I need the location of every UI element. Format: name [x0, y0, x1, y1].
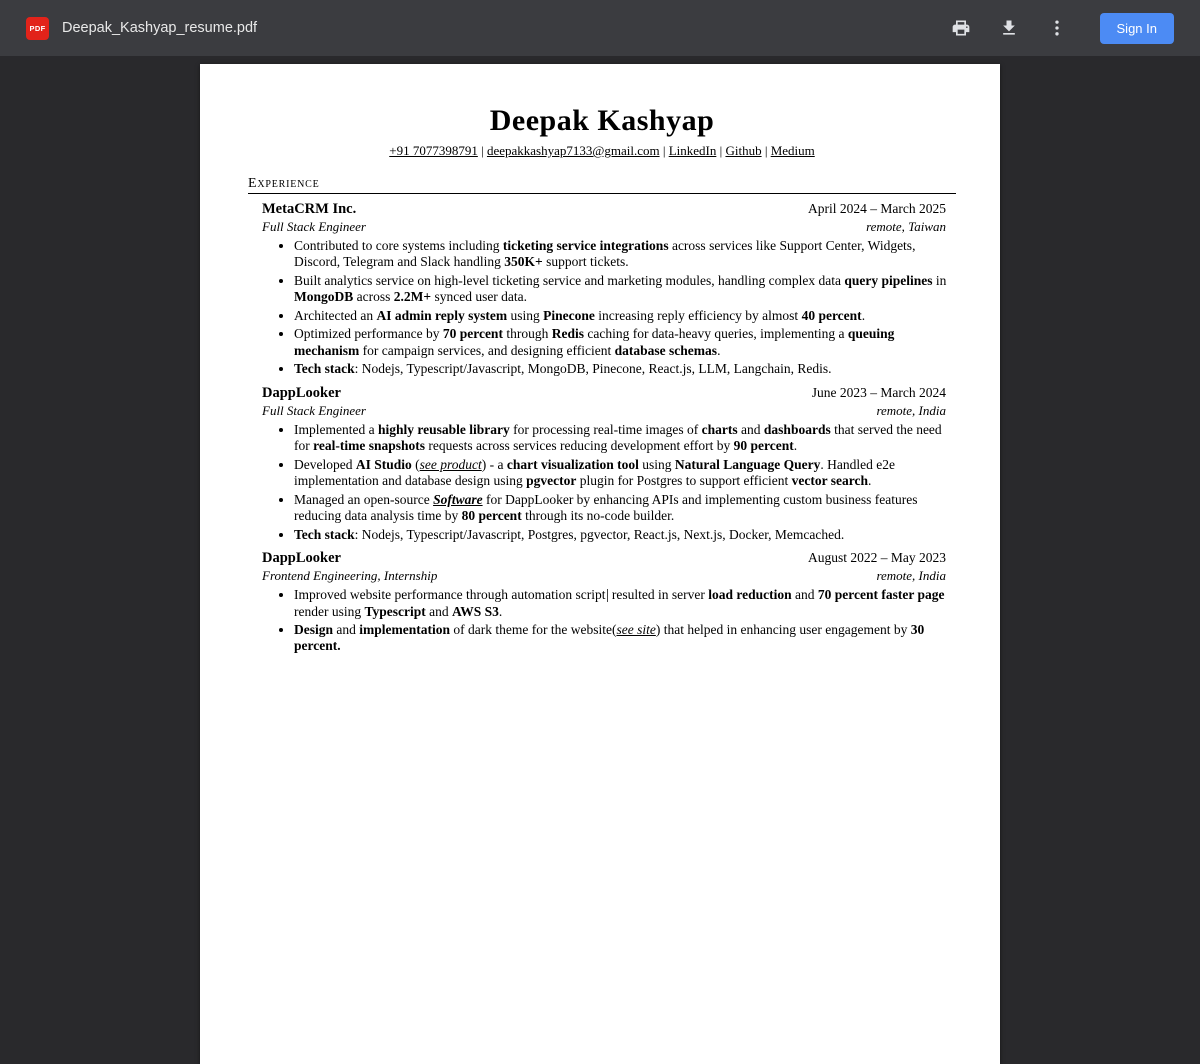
text-segment: ) - a: [481, 456, 507, 472]
contact-link[interactable]: +91 7077398791: [389, 143, 478, 158]
text-segment: and: [737, 421, 764, 437]
text-segment: in: [932, 272, 947, 288]
text-segment: across: [353, 289, 394, 305]
text-segment: of dark theme for the website(: [450, 621, 617, 637]
text-segment: implementation: [359, 621, 451, 637]
text-segment: faster page: [881, 587, 945, 603]
text-segment: through its no-code builder.: [521, 508, 675, 524]
text-segment: : Nodejs, Typescript/Javascript, Postgres, pgvector, React.js, Next.js, Docker, Memcached.: [354, 526, 845, 542]
bullet-item: [294, 273, 954, 306]
job-dates: April 2024 – March 2025: [808, 201, 946, 216]
contact-link[interactable]: LinkedIn: [668, 143, 717, 158]
text-segment: Contributed to core systems including: [294, 238, 503, 253]
contact-separator: |: [477, 143, 487, 158]
text-segment: charts: [701, 421, 738, 437]
section-title-experience: Experience: [248, 176, 956, 194]
job-entry: [248, 201, 956, 378]
text-segment: .: [498, 603, 503, 619]
job-dates: August 2022 – May 2023: [808, 550, 946, 566]
contact-separator: |: [659, 143, 669, 158]
text-segment: Tech stack: [294, 526, 355, 542]
text-segment: .: [868, 473, 872, 489]
text-segment: for DappLooker by enhancing APIs and implementing custom business features reducing data analysis time by: [294, 491, 918, 524]
text-segment: Natural Language Query: [674, 456, 821, 472]
bullet-item: [294, 422, 954, 455]
text-segment: ) that helped in enhancing user engagement by: [655, 621, 911, 637]
pdf-file-icon: [26, 17, 49, 40]
text-segment: Managed an open-source: [294, 491, 434, 507]
text-segment: render using: [294, 603, 365, 619]
job-bullets: [248, 422, 956, 543]
text-segment: Design: [294, 621, 334, 637]
text-segment: 350K+: [504, 254, 543, 270]
text-segment: support tickets.: [542, 254, 629, 270]
toolbar-actions: [942, 9, 1174, 47]
text-segment: through: [502, 326, 552, 342]
pdf-toolbar: [0, 0, 1200, 56]
text-segment: vector search: [791, 473, 869, 489]
text-segment: (: [411, 456, 420, 472]
text-segment: Pinecone: [543, 307, 595, 323]
contact-line: [248, 143, 956, 159]
job-subheader: [248, 219, 956, 235]
text-segment: dashboards: [763, 421, 831, 437]
job-location: remote, Taiwan: [866, 219, 946, 234]
download-icon: [999, 18, 1019, 38]
job-header: [248, 550, 956, 567]
text-segment: see product: [419, 456, 482, 472]
job-subheader: [248, 403, 956, 419]
bullet-item: [294, 238, 954, 271]
bullet-item: [294, 361, 954, 377]
text-segment: Architected an: [294, 307, 377, 323]
job-bullets: [248, 587, 956, 655]
text-segment: 70 percent: [442, 326, 503, 342]
text-segment: using: [638, 456, 675, 472]
job-company: MetaCRM Inc.: [262, 201, 357, 217]
text-segment: 90 percent: [733, 438, 794, 454]
text-segment: Implemented a: [294, 421, 378, 437]
text-segment: and: [333, 621, 360, 637]
job-location: remote, India: [876, 402, 946, 418]
bullet-item: [294, 587, 954, 620]
bullet-item: [294, 527, 954, 543]
text-segment: across services like Support Center, Widgets, Discord, Telegram and Slack handling: [294, 238, 916, 270]
pdf-viewer-area: [0, 56, 1200, 1064]
text-segment: synced user data.: [431, 289, 528, 305]
text-segment: AWS S3: [451, 603, 499, 619]
bullet-item: [294, 308, 954, 324]
text-segment: Tech stack: [294, 361, 355, 377]
text-segment: Developed: [294, 456, 356, 472]
more-options-button[interactable]: [1038, 9, 1076, 47]
text-segment: MongoDB: [294, 289, 354, 305]
text-segment: 40 percent: [801, 307, 862, 323]
text-segment: and: [425, 603, 452, 619]
contact-link[interactable]: Github: [725, 143, 762, 158]
text-segment: that served the need for: [294, 421, 942, 454]
text-segment: using: [507, 307, 544, 323]
kebab-menu-icon: [1047, 18, 1067, 38]
text-segment: Built analytics service on high-level ticketing service and marketing modules, handling complex data: [294, 272, 845, 288]
text-segment: requests across services reducing development effort by: [425, 438, 734, 454]
text-segment: Software: [433, 491, 483, 507]
text-segment: 80 percent: [461, 508, 522, 524]
text-segment: Optimized performance by: [294, 326, 443, 342]
text-segment: query pipelines: [844, 272, 933, 288]
pdf-page: [200, 64, 1000, 1064]
text-segment: plugin for Postgres to support efficient: [576, 473, 792, 489]
text-segment: resulted in server: [608, 587, 709, 603]
print-button[interactable]: [942, 9, 980, 47]
download-button[interactable]: [990, 9, 1028, 47]
text-segment: .: [793, 438, 798, 454]
bullet-item: [294, 457, 954, 490]
text-segment: real-time snapshots: [313, 438, 426, 454]
job-role: Full Stack Engineer: [262, 402, 366, 418]
bullet-item: [294, 492, 954, 525]
text-segment: highly reusable library: [377, 421, 510, 437]
text-segment: AI admin reply system: [376, 307, 508, 323]
text-cursor: [607, 589, 608, 602]
text-segment: AI Studio: [355, 456, 412, 472]
job-dates: June 2023 – March 2024: [811, 384, 946, 400]
document-title: Deepak_Kashyap_resume.pdf: [62, 20, 258, 36]
print-icon: [951, 18, 971, 38]
text-segment: 30 percent.: [294, 621, 925, 654]
job-entry: [248, 385, 956, 543]
contact-link[interactable]: deepakkashyap7133@gmail.com: [486, 143, 660, 158]
text-segment: caching for data-heavy queries, implementing a: [583, 326, 848, 342]
text-segment: . Handled e2e implementation and database design using: [294, 456, 895, 489]
text-segment: and: [791, 587, 818, 603]
text-segment: .: [717, 342, 721, 358]
text-segment: 70 percent: [817, 587, 879, 603]
job-company: DappLooker: [262, 384, 341, 401]
bullet-item: [294, 326, 954, 359]
job-header: [248, 201, 956, 218]
job-role: Full Stack Engineer: [262, 219, 366, 234]
job-subheader: [248, 568, 956, 584]
job-role: Frontend Engineering, Internship: [262, 568, 438, 584]
jobs-list: [248, 201, 956, 655]
text-segment: load reduction: [708, 587, 792, 603]
job-header: [248, 385, 956, 402]
text-segment: 2.2M+: [393, 289, 432, 305]
text-segment: pgvector: [526, 473, 577, 489]
sign-in-button[interactable]: Sign In: [1100, 13, 1174, 44]
resume-name: Deepak Kashyap: [489, 104, 715, 137]
text-segment: database schemas: [614, 342, 718, 358]
job-company: DappLooker: [262, 550, 341, 567]
text-segment: Improved website performance through automation script: [294, 587, 606, 603]
text-segment: Typescript: [364, 603, 426, 619]
text-segment: : Nodejs, Typescript/Javascript, MongoDB, Pinecone, React.js, LLM, Langchain, Redis.: [354, 361, 832, 377]
text-segment: see site: [616, 621, 656, 637]
text-segment: increasing reply efficiency by almost: [594, 307, 802, 323]
text-segment: chart visualization tool: [506, 456, 639, 472]
bullet-item: [294, 622, 954, 655]
contact-separator: |: [716, 143, 726, 158]
contact-separator: |: [761, 143, 771, 158]
text-segment: queuing mechanism: [294, 326, 895, 358]
contact-link[interactable]: Medium: [770, 143, 815, 158]
job-location: remote, India: [876, 568, 946, 584]
text-segment: .: [861, 307, 866, 323]
text-segment: for campaign services, and designing efficient: [359, 342, 615, 358]
job-bullets: [248, 238, 956, 378]
text-segment: ticketing service integrations: [502, 238, 669, 253]
text-segment: for processing real-time images of: [509, 421, 702, 437]
text-segment: Redis: [551, 326, 584, 342]
job-entry: [248, 550, 956, 655]
pdf-file-icon-label: PDF: [29, 23, 46, 33]
